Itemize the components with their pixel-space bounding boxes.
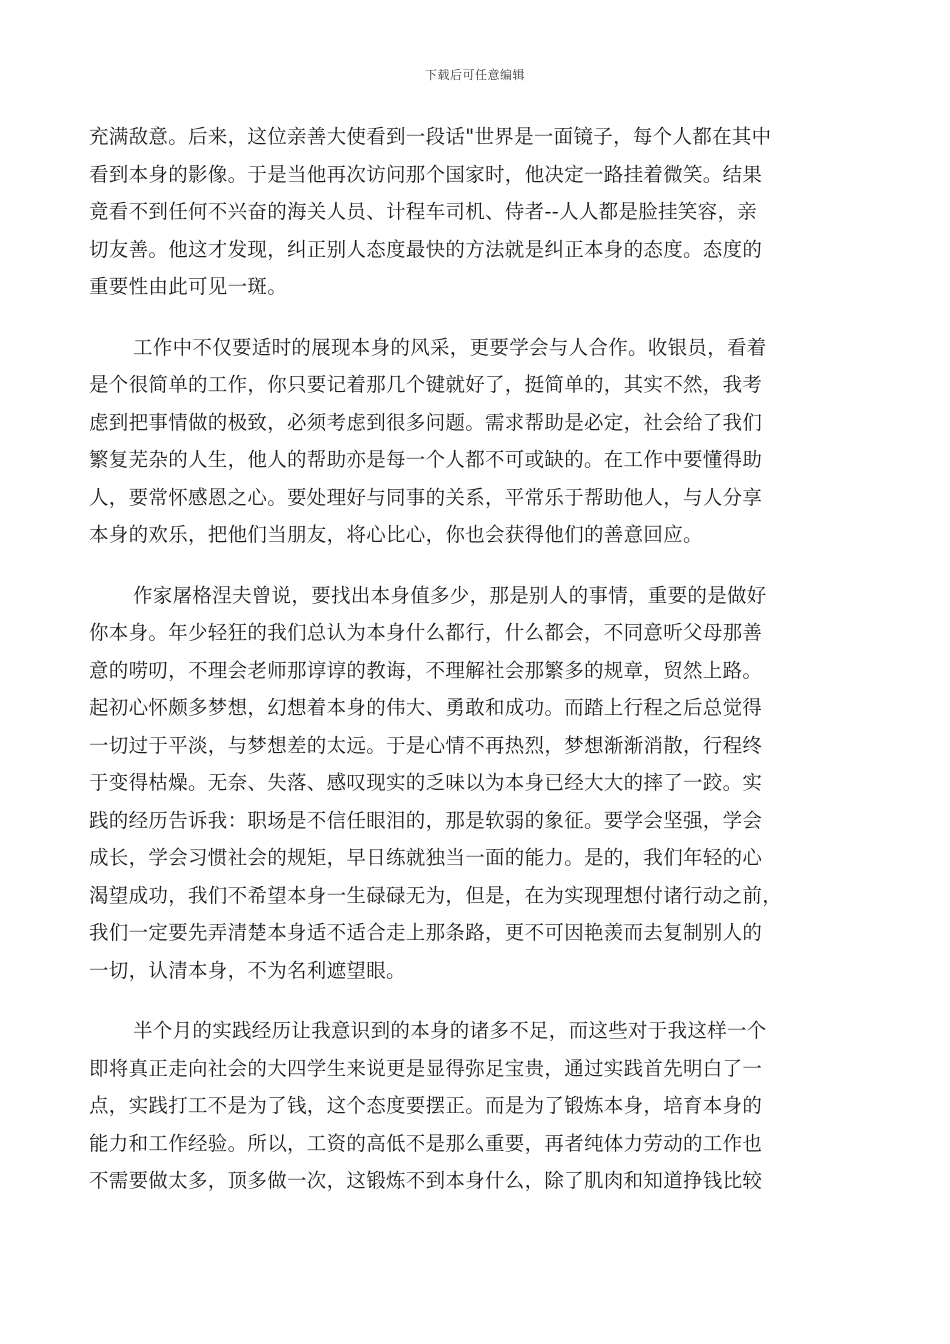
text-line: 看到本身的影像。于是当他再次访问那个国家时，他决定一路挂着微笑。结果 [89,162,763,186]
text-line: 人，要常怀感恩之心。要处理好与同事的关系，平常乐于帮助他人，与人分享 [89,485,763,509]
text-line: 你本身。年少轻狂的我们总认为本身什么都行，什么都会，不同意听父母那善 [89,621,763,644]
text-line: 一切，认清本身，不为名利遮望眼。 [89,958,406,982]
paragraph [89,577,861,990]
paragraph [89,118,861,306]
text-line: 起初心怀颇多梦想，幻想着本身的伟大、勇敢和成功。而踏上行程之后总觉得 [89,696,763,719]
text-line: 一切过于平淡，与梦想差的太远。于是心情不再热烈，梦想渐渐消散，行程终 [89,733,763,757]
text-line: 意的唠叨，不理会老师那谆谆的教诲，不理解社会那繁多的规章，贸然上路。 [89,658,763,682]
text-line: 能力和工作经验。所以，工资的高低不是那么重要，再者纯体力劳动的工作也 [89,1131,763,1155]
page-header: 下载后可任意编辑 [424,68,525,82]
text-line: 虑到把事情做的极致，必须考虑到很多问题。需求帮助是必定，社会给了我们 [89,410,763,434]
text-line: 竟看不到任何不兴奋的海关人员、计程车司机、侍者--人人都是脸挂笑容，亲 [89,200,758,223]
text-line: 本身的欢乐，把他们当朋友，将心比心，你也会获得他们的善意回应。 [89,523,703,546]
text-line: 我们一定要先弄清楚本身适不适合走上那条路，更不可因艳羡而去复制别人的 [89,921,763,944]
text-line: 成长，学会习惯社会的规矩，早日练就独当一面的能力。是的，我们年轻的心 [89,846,763,869]
text-line: 充满敌意。后来，这位亲善大使看到一段话"世界是一面镜子，每个人都在其中 [89,125,772,148]
text-line: 是个很简单的工作，你只要记着那几个键就好了，挺简单的，其实不然，我考 [89,373,763,396]
paragraph [89,1012,861,1200]
text-line: 不需要做太多，顶多做一次，这锻炼不到本身什么，除了肌肉和知道挣钱比较 [89,1169,763,1192]
text-line: 半个月的实践经历让我意识到的本身的诸多不足，而这些对于我这样一个 [133,1019,767,1042]
text-line: 点，实践打工不是为了钱，这个态度要摆正。而是为了锻炼本身，培育本身的 [89,1094,763,1117]
text-line: 繁复芜杂的人生，他人的帮助亦是每一个人都不可或缺的。在工作中要懂得助 [89,448,763,471]
text-line: 作家屠格涅夫曾说，要找出本身值多少，那是别人的事情，重要的是做好 [133,583,767,607]
text-line: 于变得枯燥。无奈、失落、感叹现实的乏味以为本身已经大大的摔了一跤。实 [89,771,763,794]
text-line: 即将真正走向社会的大四学生来说更是显得弥足宝贵，通过实践首先明白了一 [89,1056,763,1080]
text-line: 践的经历告诉我：职场是不信任眼泪的，那是软弱的象征。要学会坚强，学会 [89,808,763,832]
document-body [89,118,861,1200]
text-line: 重要性由此可见一斑。 [89,275,288,298]
paragraph [89,329,861,554]
text-line: 切友善。他这才发现，纠正别人态度最快的方法就是纠正本身的态度。态度的 [89,237,763,261]
text-line: 工作中不仅要适时的展现本身的风采，更要学会与人合作。收银员，看着 [133,335,767,359]
text-line: 渴望成功，我们不希望本身一生碌碌无为，但是，在为实现理想付诸行动之前， [89,883,783,907]
